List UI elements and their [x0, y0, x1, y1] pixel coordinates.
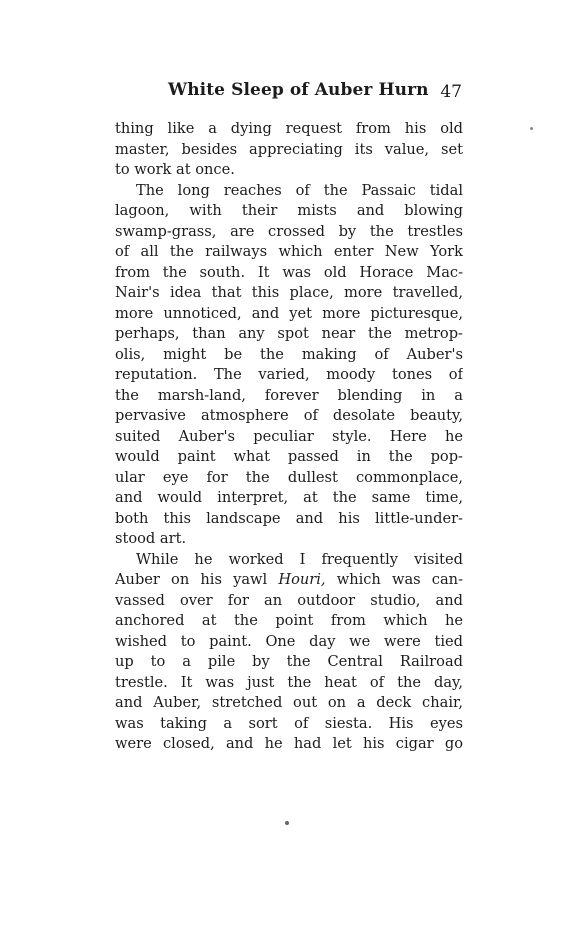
- text-line: thing like a dying request from his old: [115, 120, 463, 137]
- boat-name-italic: Houri,: [278, 571, 326, 588]
- paper-speck: [530, 127, 533, 130]
- text-line: Nair's idea that this place, more travelled,: [115, 284, 463, 301]
- body-text: [115, 119, 463, 755]
- text-line: stood art.: [115, 530, 187, 547]
- text-line: pervasive atmosphere of desolate beauty,: [115, 407, 463, 424]
- text-segment: which was can-: [336, 571, 463, 588]
- text-segment: Auber on his yawl: [115, 571, 268, 588]
- text-line: and would interpret, at the same time,: [115, 489, 463, 506]
- text-line: swamp-grass, are crossed by the trestles: [115, 222, 463, 240]
- text-line-with-italic: [115, 570, 463, 591]
- text-line: trestle. It was just the heat of the day,: [115, 673, 463, 691]
- running-title: White Sleep of Auber Hurn: [168, 80, 429, 100]
- paragraph-first-line: The long reaches of the Passaic tidal: [136, 181, 463, 199]
- text-line: master, besides appreciating its value, set: [115, 140, 463, 158]
- text-line: vassed over for an outdoor studio, and: [115, 591, 463, 609]
- text-line: reputation. The varied, moody tones of: [115, 366, 463, 383]
- text-line: ular eye for the dullest commonplace,: [115, 468, 463, 486]
- text-line: to work at once.: [115, 161, 235, 178]
- text-line: wished to paint. One day we were tied: [115, 632, 463, 650]
- text-line: was taking a sort of siesta. His eyes: [115, 714, 463, 732]
- text-line: up to a pile by the Central Railroad: [115, 653, 463, 670]
- text-line: both this landscape and his little-under-: [115, 509, 463, 527]
- text-line: suited Auber's peculiar style. Here he: [115, 427, 463, 445]
- running-head: [160, 80, 466, 104]
- paper-speck: [285, 821, 289, 825]
- text-line: anchored at the point from which he: [115, 612, 463, 629]
- text-line: would paint what passed in the pop-: [115, 448, 463, 465]
- text-line: the marsh-land, forever blending in a: [115, 386, 463, 404]
- text-line: of all the railways which enter New York: [115, 243, 463, 260]
- paragraph-first-line: While he worked I frequently visited: [136, 550, 463, 568]
- text-line: lagoon, with their mists and blowing: [115, 202, 463, 219]
- text-line: perhaps, than any spot near the metrop-: [115, 325, 463, 342]
- page-number: 47: [440, 82, 462, 102]
- text-line: and Auber, stretched out on a deck chair,: [115, 694, 463, 711]
- text-line: more unnoticed, and yet more picturesque,: [115, 304, 463, 322]
- text-line: were closed, and he had let his cigar go: [115, 735, 463, 752]
- text-line: from the south. It was old Horace Mac-: [115, 263, 463, 281]
- text-line: olis, might be the making of Auber's: [115, 345, 463, 363]
